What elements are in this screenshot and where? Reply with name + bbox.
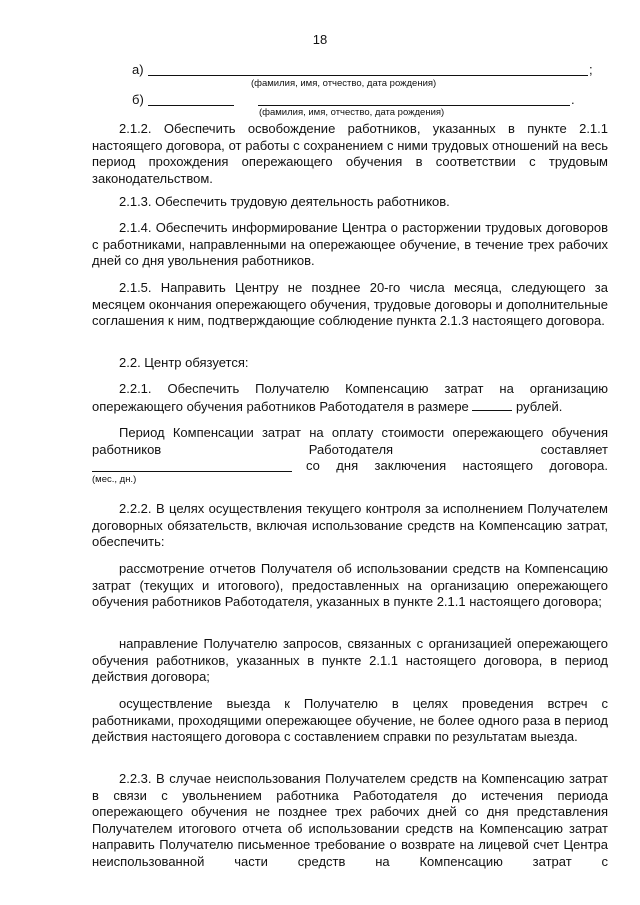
field-b-end: . bbox=[571, 92, 575, 107]
paragraph-2-1-2: 2.1.2. Обеспечить освобождение работников, указанных в пункте 2.1.1 настоящего договора, от работы с сохранением с ними трудовых отношений на весь период прохождения опережающего обучения в соответствии с трудовым законодательством. bbox=[92, 121, 608, 186]
paragraph-2-2-2-item-3: осуществление выезда к Получателю в целях проведения встреч с работниками, проходящими опережающее обучение, не более одного раза в период действия настоящего договора с составлением справки по результатам выезда. bbox=[92, 696, 608, 745]
field-b-line-2[interactable] bbox=[258, 92, 570, 106]
amount-blank[interactable] bbox=[472, 398, 512, 411]
period-paragraph-line2: со дня заключения настоящего договора. bbox=[306, 458, 608, 473]
field-a-label: а) bbox=[132, 62, 144, 77]
paragraph-2-2: 2.2. Центр обязуется: bbox=[119, 355, 249, 370]
field-a-end: ; bbox=[589, 62, 593, 77]
paragraph-2-1-4: 2.1.4. Обеспечить информирование Центра о расторжении трудовых договоров с работниками, направленными на опережающее обучение, в течение трех рабочих дней со дня увольнения работников. bbox=[92, 220, 608, 269]
page-number: 18 bbox=[312, 32, 328, 47]
period-caption: (мес., дн.) bbox=[92, 474, 137, 485]
paragraph-2-1-3: 2.1.3. Обеспечить трудовую деятельность работников. bbox=[119, 194, 450, 209]
paragraph-2-2-1-text: 2.2.1. Обеспечить Получателю Компенсацию затрат на организацию опережающего обучения работников Работодателя в размере bbox=[92, 381, 608, 414]
period-blank[interactable] bbox=[92, 458, 292, 472]
paragraph-2-2-1 bbox=[92, 381, 608, 415]
field-b-caption: (фамилия, имя, отчество, дата рождения) bbox=[259, 107, 445, 118]
paragraph-2-2-2-item-1: рассмотрение отчетов Получателя об использовании средств на Компенсацию затрат (текущих и итогового), предоставленных на организацию опережающего обучения работников Работодателя, указанных в пункте 2.1.1 настоящего договора; bbox=[92, 561, 608, 610]
field-a-line[interactable] bbox=[148, 62, 588, 76]
field-b-label: б) bbox=[132, 92, 144, 107]
field-b-line-1[interactable] bbox=[148, 92, 234, 106]
paragraph-2-2-1-unit: рублей. bbox=[516, 398, 563, 414]
period-paragraph-line1: Период Компенсации затрат на оплату стоимости опережающего обучения работников Работодателя составляет bbox=[92, 425, 608, 457]
paragraph-2-2-3: 2.2.3. В случае неиспользования Получателем средств на Компенсацию затрат в связи с увольнением работника Работодателя до истечения периода опережающего обучения не позднее трех рабочих дней со дня представления Получателем итогового отчета об использовании средств на Компенсацию затрат направить Получателю письменное требование о возврате на лицевой счет Центра неиспользованной части средств на Компенсацию затрат с bbox=[92, 771, 608, 869]
field-a-caption: (фамилия, имя, отчество, дата рождения) bbox=[251, 78, 437, 89]
paragraph-2-1-5: 2.1.5. Направить Центру не позднее 20-го числа месяца, следующего за месяцем окончания опережающего обучения, трудовые договоры и дополнительные соглашения к ним, подтверждающие соблюдение пункта 2.1.3 настоящего договора. bbox=[92, 280, 608, 329]
paragraph-2-2-2-item-2: направление Получателю запросов, связанных с организацией опережающего обучения работников, указанных в пункте 2.1.1 настоящего договора, в период действия договора; bbox=[92, 636, 608, 685]
paragraph-2-2-2: 2.2.2. В целях осуществления текущего контроля за исполнением Получателем договорных обязательств, включая использование средств на Компенсацию затрат, обеспечить: bbox=[92, 501, 608, 550]
